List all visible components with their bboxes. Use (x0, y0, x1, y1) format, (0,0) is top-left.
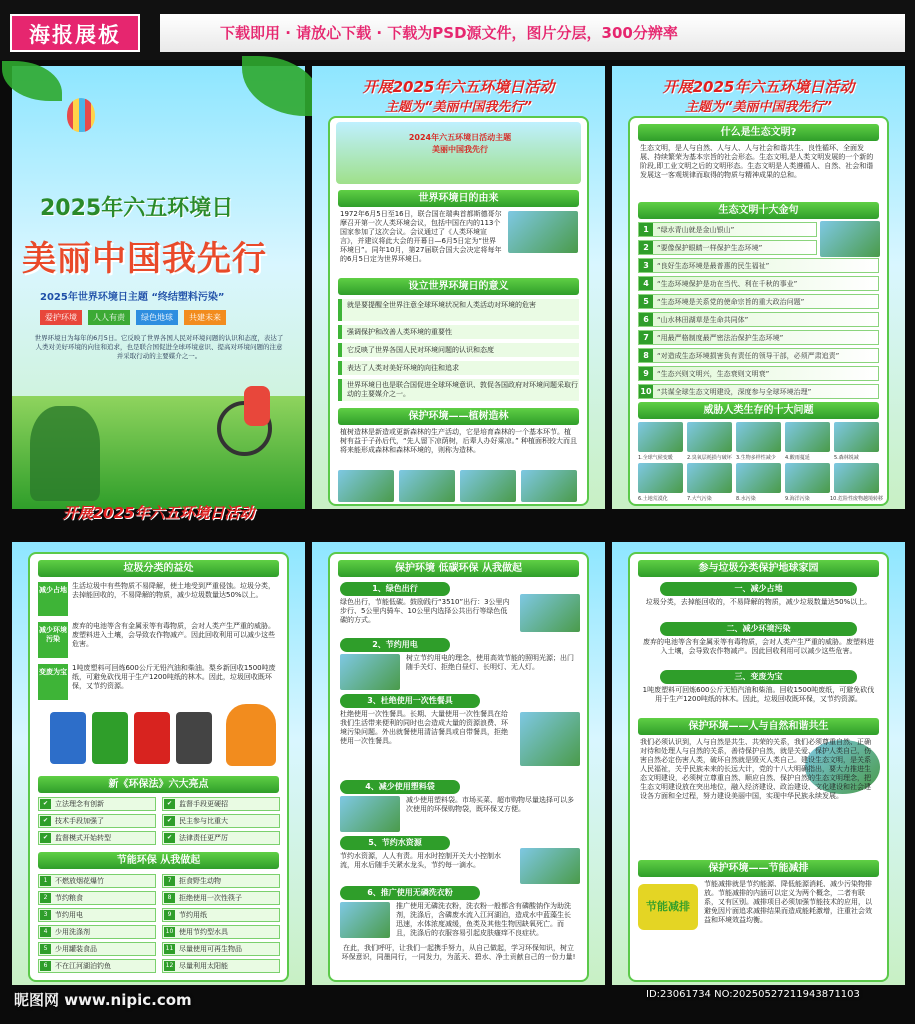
benefit-label: 减少占地 (38, 582, 68, 616)
step-title: 二、减少环境污染 (660, 622, 857, 636)
quote-item: 5 “生态环境是关系党的使命宗旨的重大政治问题” (638, 294, 879, 309)
quote-item: 6 “山水林田湖草是生命共同体” (638, 312, 879, 327)
threat-caption: 6.土地荒漠化 (638, 496, 668, 502)
hero-subtitle: 美丽中国我先行 (432, 145, 488, 154)
cover-title-main: 美丽中国我先行 (22, 239, 267, 279)
other-bin-icon (176, 712, 212, 764)
threat-caption: 7.大气污染 (687, 496, 712, 502)
photo-image (521, 470, 577, 502)
section-header: 保护环境——节能减排 (638, 860, 879, 877)
tip-item: 11 尽量使用可再生物品 (162, 942, 280, 956)
section-header: 什么是生态文明? (638, 124, 879, 141)
section-text: 生态文明，是人与自然、人与人、人与社会和谐共生、良性循环、全面发展、持续繁荣为基本宗旨的社会形态。生态文明,是人类文明发展的一个新的阶段,即工业文明之后的文明形态。生态文明是人类遵循人、自然、社会和谐发展这一客观规律而取得的物质与精神成果的总和。 (640, 144, 874, 179)
benefit-text: 1吨废塑料可回炼600公斤无铅汽油和柴油。梨乡新回收1500吨废纸，可避免砍伐用于生产1200吨纸的林木。因此，垃圾回收既环保，又节约资源。 (72, 664, 276, 690)
watermark-id: ID:23061734 NO:20250527211943871103 (646, 989, 860, 1000)
meaning-item: 就是要提醒全世界注意全球环境状况和人类活动对环境的危害 (338, 299, 579, 321)
poster-protect-earth (612, 542, 905, 985)
step-text: 树立节约用电的理念，使用高效节能的照明光源；出门随手关灯、拒绝白昼灯、长明灯、无人灯。 (406, 654, 574, 671)
quote-item: 7 “用最严格制度最严密法治保护生态环境” (638, 330, 879, 345)
poster-cover (12, 66, 305, 509)
quote-item: 10 “共谋全球生态文明建设，深度参与全球环境治理” (638, 384, 879, 399)
step-title: 2、节约用电 (340, 638, 450, 652)
kitchen-bin-icon (92, 712, 128, 764)
content-card (28, 552, 289, 982)
tip-item: 10 使用节约型水具 (162, 925, 280, 939)
quote-item: 8 “对造成生态环境损害负有责任的领导干部，必须严肃追责” (638, 348, 879, 363)
leaf-decoration (242, 56, 322, 116)
step-title: 4、减少使用塑料袋 (340, 780, 460, 794)
step-text: 废弃的电池等含有金属汞等有毒物质，会对人类产生严重的威胁。废塑料进入土壤，会导致农作物减产。因此回收利用可以减少这些危害。 (643, 638, 874, 655)
cyclist-icon (244, 386, 270, 426)
tag-chip: 爱护环境 (40, 310, 82, 325)
threat-caption: 2.臭氧层耗损与破坏 (687, 455, 732, 461)
tag-chip: 共建未来 (184, 310, 226, 325)
watermark-left: 昵图网 www.nipic.com (14, 991, 192, 1009)
step-title: 6、推广使用无磷洗衣粉 (340, 886, 480, 900)
tag-chip: 绿色地球 (136, 310, 178, 325)
threat-image (687, 422, 732, 452)
tip-item: 7 拒食野生动物 (162, 874, 280, 888)
meaning-item: 世界环境日也是联合国促进全球环境意识、敦促各国政府对环境问题采取行动的主要媒介之一。 (338, 379, 579, 401)
step-text: 垃圾分类，去掉能回收的，不易降解的物质，减少垃圾数量达50%以上。 (645, 598, 872, 606)
hero-title: 2024年六五环境日活动主题 (408, 133, 512, 142)
section-header: 垃圾分类的益处 (38, 560, 279, 577)
poster-heading: 开展2025年六五环境日活动 (62, 504, 255, 522)
meaning-item: 它反映了世界各国人民对环境问题的认识和态度 (338, 343, 579, 357)
benefit-label: 减少环境污染 (38, 622, 68, 658)
highlight-item: ✔ 技术手段加强了 (38, 814, 156, 828)
section-text: 节能减排就是节约能源、降低能源消耗、减少污染物排放。节能减排的内涵可以定义为两个概念，二者有联系，又有区别。减排项目必须加强节能技术的应用，以避免因片面追求减排结果而造成能耗激增，注重社会效益和环境效益均衡。 (704, 880, 872, 924)
threat-image (736, 422, 781, 452)
tag-chip: 人人有责 (88, 310, 130, 325)
cover-subtitle: 2025年世界环境日主题 “终结塑料污染” (40, 292, 225, 303)
section-header: 保护环境——植树造林 (338, 408, 579, 425)
benefit-text: 生活垃圾中有些物质不易降解，使土地受到严重侵蚀。垃圾分类，去掉能回收的，不易降解的物质，减少垃圾数量达50%以上。 (72, 582, 275, 599)
poster-heading: 开展2025年六五环境日活动 (662, 78, 855, 96)
section-header: 保护环境——人与自然和谐共生 (638, 718, 879, 735)
step-title: 3、杜绝使用一次性餐具 (340, 694, 480, 708)
tip-item: 8 拒绝使用一次性筷子 (162, 891, 280, 905)
cover-description: 世界环境日为每年的6月5日。它反映了世界各国人民对环境问题的认识和态度，表达了人类对美好环境的向往和追求，也是联合国促进全球环境意识、提高对环境问题的注意并采取行动的主要媒介之一。 (34, 334, 284, 360)
tip-item: 5 少用罐装食品 (38, 942, 156, 956)
recycle-bin-icon (50, 712, 86, 764)
energy-saving-badge: 节能减排 (638, 884, 698, 930)
step-text: 杜绝使用一次性餐具。长期、大量使用一次性餐具在给我们生活带来便利的同时也会造成大量的资源浪费、环境污染问题。外出就餐使用清洁餐具或自带餐具，拒绝使用一次性餐具。 (340, 710, 508, 745)
tip-item: 12 尽量利用太阳能 (162, 959, 280, 973)
poster-world-env-day (312, 66, 605, 509)
meaning-item: 强调保护和改善人类环境的重要性 (338, 325, 579, 339)
quote-item: 2 “要像保护眼睛一样保护生态环境” (638, 240, 817, 255)
section-header: 保护环境 低碳环保 从我做起 (338, 560, 579, 577)
threat-image (834, 422, 879, 452)
highlight-item: ✔ 立法理念有创新 (38, 797, 156, 811)
section-header: 新《环保法》六大亮点 (38, 776, 279, 793)
poster-subheading: 主题为“美丽中国我先行” (685, 100, 832, 115)
section-text: 植树造林是新造或更新森林的生产活动，它是培育森林的一个基本环节。植树有益于子孙后代，“先人留下凉荫树，后辈人办好乘凉。” 种植面积较大而且将来能形成森林和森林环境的，则称为造林。 (340, 428, 577, 454)
poster-subheading: 主题为“美丽中国我先行” (385, 100, 532, 115)
plastic-bag-image (340, 796, 400, 832)
content-card (328, 552, 589, 982)
section-header: 生态文明十大金句 (638, 202, 879, 219)
meaning-item: 表达了人类对美好环境的向往和追求 (338, 361, 579, 375)
quote-item: 1 “绿水青山就是金山银山” (638, 222, 817, 237)
banner-text: 下载即用 · 请放心下载 · 下载为PSD源文件，图片分层，300分辨率 (160, 14, 905, 52)
closing-text: 在此，我们呼吁，让我们一起携手努力，从自己做起，学习环保知识，树立环保意识，同墨同行，一同发力，为蓝天、碧水、净土贡献自己的一份力量! (341, 944, 576, 961)
cover-title-year: 2025年六五环境日 (40, 196, 234, 221)
section-text: 我们必须认识到，人与自然是共生、共荣的关系，我们必须尊重自然、正确对待和处理人与自然的关系，善待保护自然，就是关爱、保护人类自己，伤害自然必定伤害人类，破坏自然就是毁灭人类自己。建设生态文明，是关系人民福祉，关乎民族未来的长远大计，党的十八大明确指出，要大力推进生态文明建设，必须树立尊重自然、顺应自然、保护自然的生态文明理念，把生态文明建设放在突出地位，融入经济建设、政治建设、文化建设和社会建设各方面和全过程，努力建设美丽中国，实现中华民族永续发展。 (640, 738, 871, 800)
section-header: 参与垃圾分类保护地球家园 (638, 560, 879, 577)
leaf-decoration (2, 61, 62, 101)
threat-caption: 9.海洋污染 (785, 496, 810, 502)
detergent-image (340, 902, 390, 938)
poster-waste-sorting (12, 504, 305, 985)
earth-image (508, 211, 578, 253)
balloon-icon (67, 98, 95, 132)
threat-image (736, 463, 781, 493)
section-header: 世界环境日的由来 (338, 190, 579, 207)
section-header: 威胁人类生存的十大问题 (638, 402, 879, 419)
benefit-text: 废弃的电池等含有金属汞等有毒物质，会对人类产生严重的威胁。废塑料进入土壤，会导致农作物减产。因此回收利用可以减少这些危害。 (72, 622, 275, 648)
banner-tag: 海报展板 (10, 14, 140, 52)
tip-item: 4 少用洗涤剂 (38, 925, 156, 939)
poster-eco-civilization (612, 66, 905, 509)
faucet-image (520, 848, 580, 884)
photo-image (460, 470, 516, 502)
step-text: 减少使用塑料袋。市场买菜、超市购物尽量选择可以多次使用的环保购物袋，既环保又方便。 (406, 796, 574, 813)
top-banner (0, 0, 915, 60)
tableware-image (520, 712, 580, 766)
quote-item: 4 “生态环境保护是功在当代、利在千秋的事业” (638, 276, 879, 291)
photo-image (399, 470, 455, 502)
highlight-item: ✔ 监督手段更硬招 (162, 797, 280, 811)
threat-image (785, 463, 830, 493)
step-title: 一、减少占地 (660, 582, 857, 596)
section-header: 节能环保 从我做起 (38, 852, 279, 869)
cover-tags (40, 310, 280, 325)
footprint-image (520, 594, 580, 632)
content-card (628, 552, 889, 982)
threat-caption: 8.水污染 (736, 496, 756, 502)
threat-caption: 3.生物多样性减少 (736, 455, 776, 461)
threat-image (785, 422, 830, 452)
threat-image (834, 463, 879, 493)
quote-item: 3 “良好生态环境是最普惠的民生福祉” (638, 258, 879, 273)
tip-item: 6 不在江河湖泊钓鱼 (38, 959, 156, 973)
poster-heading: 开展2025年六五环境日活动 (362, 78, 555, 96)
hazard-bin-icon (134, 712, 170, 764)
threat-image (687, 463, 732, 493)
threat-caption: 4.酸雨蔓延 (785, 455, 810, 461)
step-text: 1吨废塑料可回炼600公斤无铅汽油和柴油。回收1500吨废纸，可避免砍伐用于生产1200吨纸的林木。因此，垃圾回收既环保，又节约资源。 (642, 686, 875, 703)
step-text: 绿色出行，节能低碳。鼓励践行“3510”出行：3公里内步行、5公里内骑车、10公里内选择公共出行等绿色低碳的方式。 (340, 598, 510, 624)
tip-item: 3 节约用电 (38, 908, 156, 922)
tip-item: 1 不燃放烟花爆竹 (38, 874, 156, 888)
step-title: 三、变废为宝 (660, 670, 857, 684)
step-text: 节约水资源，人人有责。用水时控制开关大小控制水流，用水后随手关紧水龙头，节约每一滴水。 (340, 852, 501, 869)
highlight-item: ✔ 监督模式开始转型 (38, 831, 156, 845)
tip-item: 2 节约粮食 (38, 891, 156, 905)
threat-image (638, 422, 683, 452)
step-title: 1、绿色出行 (340, 582, 450, 596)
threat-caption: 5.森林锐减 (834, 455, 859, 461)
photo-image (338, 470, 394, 502)
cartoon-worker-icon (226, 704, 276, 766)
highlight-item: ✔ 法律责任更严厉 (162, 831, 280, 845)
green-landscape-image (820, 221, 880, 257)
switch-image (340, 654, 400, 690)
tip-item: 9 节约用纸 (162, 908, 280, 922)
highlight-item: ✔ 民主参与比重大 (162, 814, 280, 828)
poster-low-carbon (312, 542, 605, 985)
content-card (328, 116, 589, 506)
step-text: 推广使用无磷洗衣粉，洗衣粉一般都含有磷酸钠作为助洗剂，洗涤后，含磷废水流入江河湖泊，造成水中蓝藻生长迅速，水体浓度减缓，鱼类及其他生物因缺氧死亡。而且，洗涤后的衣服容易引起皮肤瘙痒不良症状。 (396, 902, 571, 937)
section-text: 1972年6月5日至16日，联合国在瑞典首都斯德哥尔摩召开第一次人类环境会议，包括中国在内的113个国家参加了这次会议。会议通过了《人类环境宣言》，并建议将此大会的开幕日—6月5日定为“世界环境日”。同年10月，第27届联合国大会决定将每年的6月5日定为世界环境日。 (340, 210, 502, 263)
benefit-label: 变废为宝 (38, 664, 68, 700)
threat-caption: 10.危险性废物越境转移 (830, 496, 883, 502)
family-silhouette-icon (30, 406, 100, 501)
step-title: 5、节约水资源 (340, 836, 450, 850)
quote-item: 9 “生态兴则文明兴，生态衰则文明衰” (638, 366, 879, 381)
threat-caption: 1.全球气候变暖 (638, 455, 673, 461)
section-header: 设立世界环境日的意义 (338, 278, 579, 295)
content-card (628, 116, 889, 506)
threat-image (638, 463, 683, 493)
